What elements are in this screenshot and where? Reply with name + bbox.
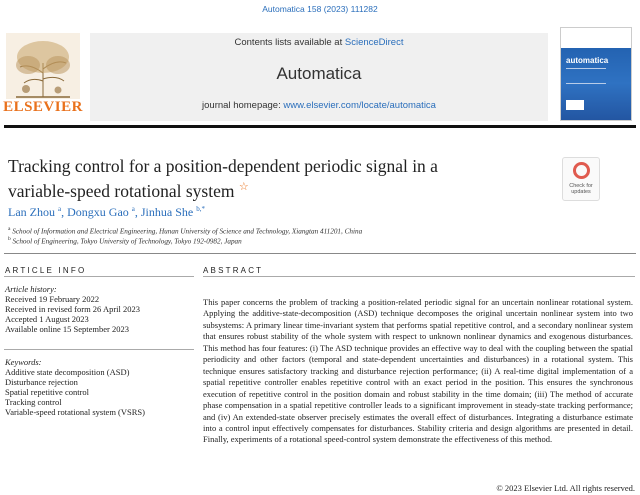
journal-homepage-line [90, 100, 548, 111]
cover-title: automatica [566, 56, 609, 65]
keyword-item: Additive state decomposition (ASD) [5, 367, 130, 377]
affiliation-a [8, 226, 362, 235]
title-footnote-star-icon[interactable]: ☆ [238, 181, 249, 193]
contents-available-line [90, 37, 548, 48]
cover-decoration [566, 68, 606, 84]
history-item: Received 19 February 2022 [5, 294, 100, 304]
affiliation-mark: b [8, 236, 11, 242]
keyword-item: Spatial repetitive control [5, 387, 90, 397]
journal-homepage-link[interactable]: www.elsevier.com/locate/automatica [283, 100, 436, 111]
article-title [8, 156, 528, 202]
author-affiliation-mark[interactable]: a [131, 205, 135, 213]
cover-top-strip [561, 28, 631, 48]
history-item: Available online 15 September 2023 [5, 324, 130, 334]
history-label: Article history: [5, 284, 57, 294]
affiliation-text: School of Engineering, Tokyo University of Technology, Tokyo 192-0982, Japan [12, 237, 242, 246]
title-divider [4, 253, 636, 254]
journal-name[interactable]: Automatica [276, 64, 362, 83]
contents-prefix: Contents lists available at [234, 37, 345, 48]
article-info-heading: ARTICLE INFO [5, 266, 87, 275]
article-info-divider [4, 276, 194, 277]
sciencedirect-link[interactable]: ScienceDirect [344, 37, 404, 48]
check-for-updates-button[interactable] [562, 157, 600, 201]
author-affiliation-mark[interactable]: b,* [196, 205, 205, 213]
check-updates-icon [573, 162, 590, 179]
abstract-heading: ABSTRACT [203, 266, 264, 275]
author-list: Lan Zhou $^a$, Dongxu Gao $^a$, Jinhua She $^{b,*}$ [8, 205, 205, 219]
keyword-item: Variable-speed rotational system (VSRS) [5, 407, 145, 417]
copyright-notice: © 2023 Elsevier Ltd. All rights reserved. [496, 483, 635, 493]
abstract-text: This paper concerns the problem of tracking a position-related periodic signal for an uncertain nonlinear rotational system. Applying the additive-state-decomposition (ASD) technique decomposes the original uncertain nonlinear system into two subsystems: A primary linear time-invariant system that performs spatial repetitive control, and a secondary nonlinear system that ensures robust stability of the whole system with respect to unknown nonlinear dynamics and exogenous disturbances. This method has four features: (i) The ASD technique provides an effective way to deal with the coupling between the spatial periodicity and other factors (temporal and state-dependent uncertainties and disturbances) in a rotational system. This technique ensures satisfactory tracking and disturbance rejection performance; (ii) A real-time digital implementation of a spatial repetitive controller enables repetitive control with an exact period in the position. This ensures the synchronous execution of repetitive control in the position domain and robust stability in the time domain; (iii) The method of accurate phase compensation in a spatial repetitive controller leads to a significant improvement in steady-state tracking performance; and (iv) An extended-state observer precisely estimates the overall effect of disturbances. Integrating a disturbance estimate into a control input effectively compensates for disturbances. Stability criteria and design algorithms are presented in detail. Finally, experiments of a rotational speed-control system demonstrate the effectiveness of this method. [203, 297, 633, 445]
author-link[interactable]: Dongxu Gao [67, 205, 129, 219]
author-affiliation-mark[interactable]: a [58, 205, 62, 213]
article-history [5, 284, 195, 334]
history-item: Received in revised form 26 April 2023 [5, 304, 141, 314]
keywords-label: Keywords: [5, 357, 42, 367]
elsevier-wordmark[interactable]: ELSEVIER [3, 99, 83, 115]
affiliation-text: School of Information and Electrical Engineering, Hunan University of Science and Technology, Xiangtan 411201, China [12, 227, 363, 236]
author-link[interactable]: Lan Zhou [8, 205, 55, 219]
citation-line[interactable]: Automatica 158 (2023) 111282 [262, 4, 378, 14]
header-divider [4, 125, 636, 128]
journal-cover-thumbnail[interactable] [560, 27, 632, 121]
author-link[interactable]: Jinhua She [140, 205, 194, 219]
affiliation-b [8, 236, 242, 245]
cover-logo-box [566, 100, 584, 110]
keywords-block [5, 357, 195, 417]
affiliation-mark: a [8, 226, 11, 232]
keyword-item: Tracking control [5, 397, 62, 407]
abstract-divider [203, 276, 635, 277]
keywords-divider [4, 349, 194, 350]
homepage-prefix: journal homepage: [202, 100, 284, 111]
check-updates-label: Check for updates [569, 183, 593, 195]
history-item: Accepted 1 August 2023 [5, 314, 89, 324]
article-title-line1: Tracking control for a position-dependent periodic signal in a [8, 156, 438, 176]
keyword-item: Disturbance rejection [5, 377, 78, 387]
article-title-line2: variable-speed rotational system [8, 180, 235, 201]
